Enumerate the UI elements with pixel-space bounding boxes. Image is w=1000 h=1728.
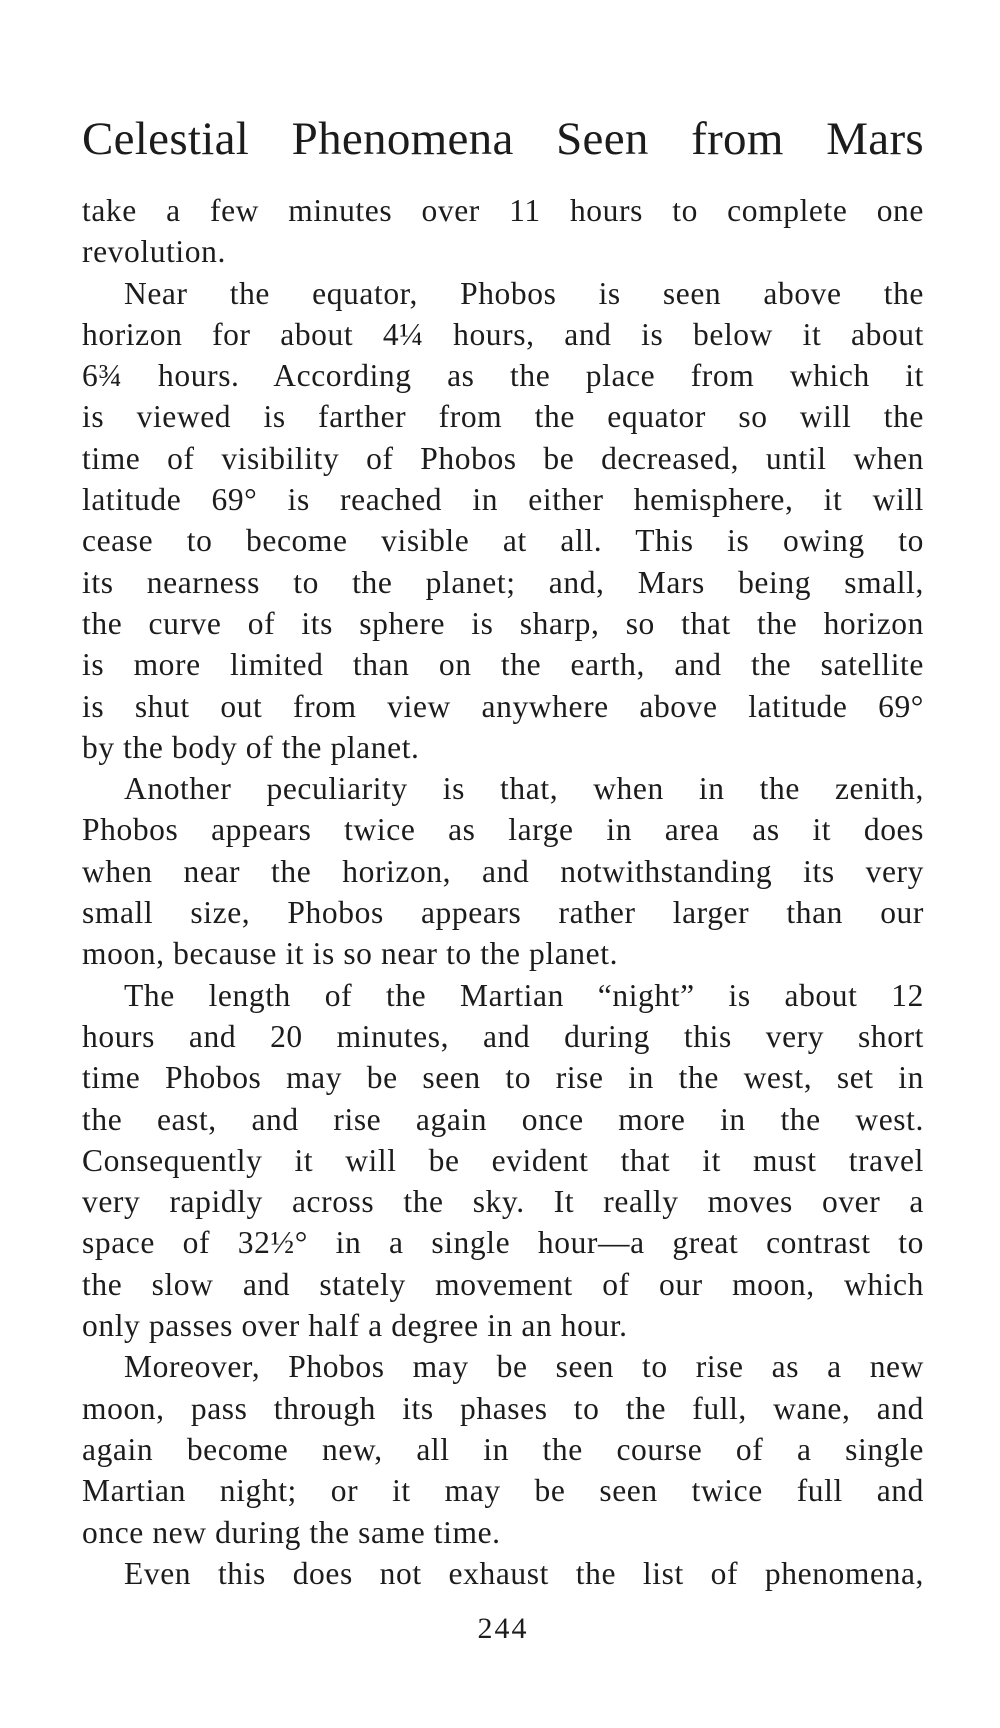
book-page: [82, 0, 924, 1728]
text-line: is more limited than on the earth, and the satellite: [82, 647, 924, 683]
text-line: is shut out from view anywhere above latitude 69°: [82, 688, 924, 724]
text-line: moon, pass through its phases to the full, wane, and: [82, 1390, 924, 1426]
text-line: Consequently it will be evident that it must travel: [82, 1142, 924, 1178]
text-line: space of 32½° in a single hour—a great contrast to: [82, 1225, 924, 1261]
text-line: once new during the same time.: [82, 1514, 501, 1550]
text-line: cease to become visible at all. This is owing to: [82, 523, 924, 559]
text-line: time Phobos may be seen to rise in the west, set in: [82, 1060, 924, 1096]
text-line: take a few minutes over 11 hours to complete one: [82, 193, 924, 228]
text-line: Moreover, Phobos may be seen to rise as a new: [124, 1349, 924, 1385]
text-line: is viewed is farther from the equator so will the: [82, 399, 924, 435]
text-line: the slow and stately movement of our moon, which: [82, 1266, 924, 1302]
text-line: Phobos appears twice as large in area as it does: [82, 812, 924, 848]
text-line: moon, because it is so near to the planet.: [82, 936, 619, 972]
text-line: revolution.: [82, 234, 226, 270]
running-head: Celestial Phenomena Seen from Mars: [82, 113, 924, 165]
text-line: hours and 20 minutes, and during this very short: [82, 1018, 924, 1054]
text-line: time of visibility of Phobos be decreased, until when: [82, 440, 924, 476]
text-line: the east, and rise again once more in the west.: [82, 1101, 924, 1137]
text-line: 6¾ hours. According as the place from which it: [82, 358, 924, 394]
body-text: [82, 190, 924, 1594]
text-line: small size, Phobos appears rather larger than our: [82, 895, 924, 931]
text-line: Near the equator, Phobos is seen above the: [124, 275, 924, 311]
text-line: its nearness to the planet; and, Mars being small,: [82, 564, 924, 600]
text-line: the curve of its sphere is sharp, so that the horizon: [82, 605, 924, 641]
page-number: 244: [477, 1612, 529, 1645]
text-line: Even this does not exhaust the list of phenomena,: [124, 1555, 924, 1591]
text-line: again become new, all in the course of a single: [82, 1431, 924, 1467]
text-line: latitude 69° is reached in either hemisphere, it will: [82, 482, 924, 518]
text-line: only passes over half a degree in an hour.: [82, 1308, 628, 1344]
text-line: The length of the Martian “night” is about 12: [124, 977, 924, 1013]
text-line: when near the horizon, and notwithstanding its very: [82, 853, 924, 889]
text-line: very rapidly across the sky. It really moves over a: [82, 1184, 924, 1220]
text-line: Martian night; or it may be seen twice full and: [82, 1473, 924, 1509]
text-line: by the body of the planet.: [82, 729, 420, 765]
text-line: Another peculiarity is that, when in the zenith,: [124, 771, 924, 807]
text-line: horizon for about 4¼ hours, and is below it about: [82, 316, 924, 352]
